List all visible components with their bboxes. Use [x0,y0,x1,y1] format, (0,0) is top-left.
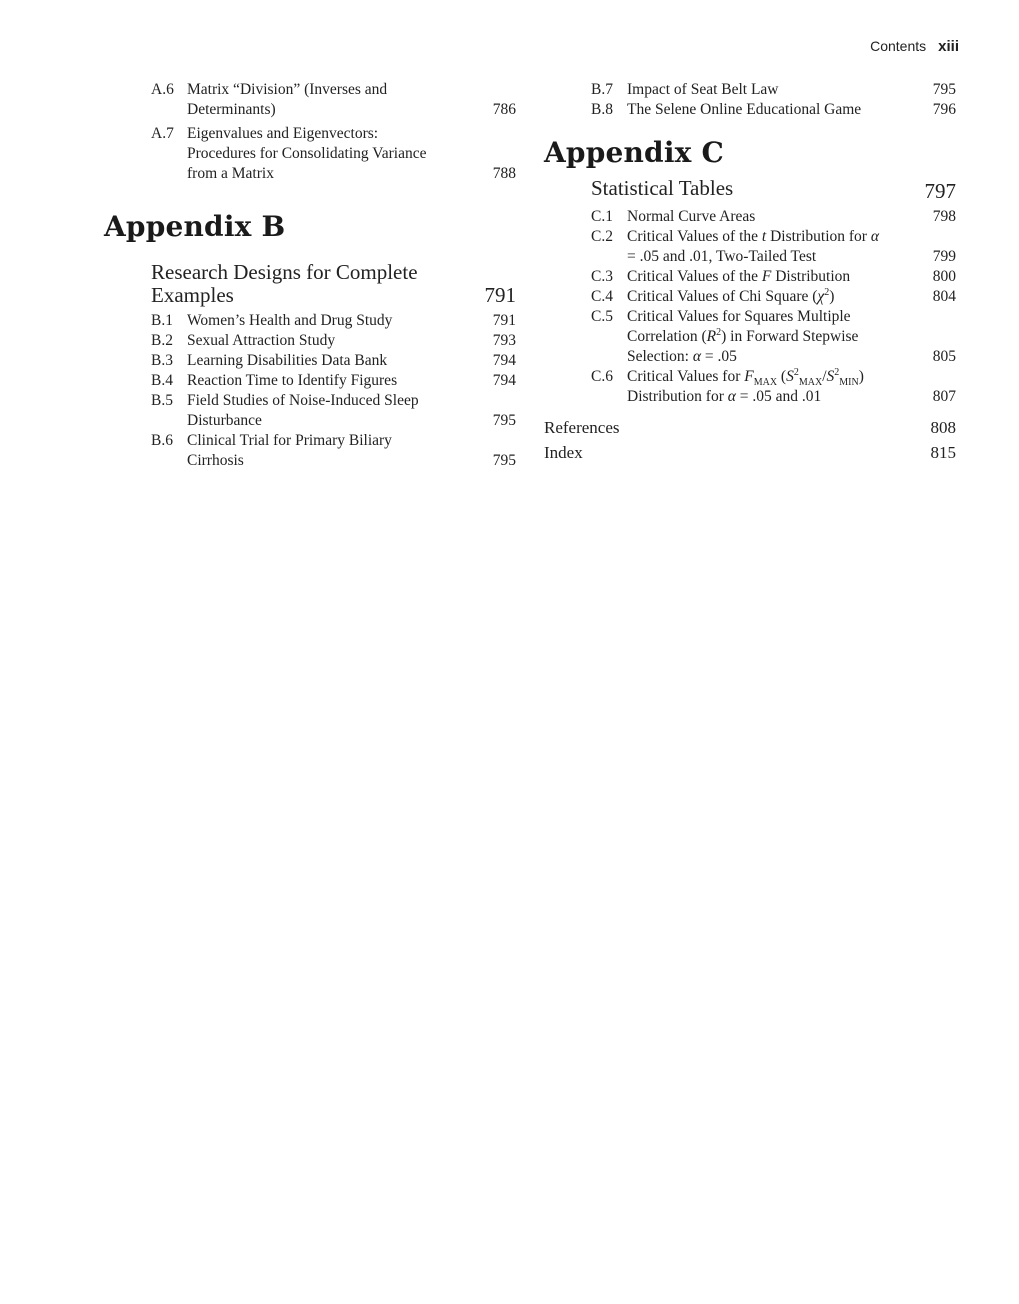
entry-page: 794 [492,372,516,389]
toc-chapter-appendix-b[interactable] [151,261,516,307]
entry-title: Eigenvalues and Eigenvectors: Procedures for Consolidating Variance from a Matrix [187,125,427,182]
toc-entry-b2[interactable] [151,331,516,351]
entry-number: B.2 [151,332,173,349]
appendix-b-heading: Appendix B [104,210,286,243]
entry-page: 800 [932,268,956,285]
toc-entry-a6[interactable] [151,80,516,120]
toc-entry-c1[interactable] [591,207,956,227]
entry-page: 805 [932,348,956,365]
toc-entry-c2[interactable] [591,227,956,267]
entry-title: Critical Values for $F_{MAX}$ $(S^2_{MAX}/S^2_{MIN})$ Distribution for α = .05 and .01 [627,366,864,405]
toc-entry-c4[interactable] [591,287,956,307]
entry-number: A.6 [151,81,174,98]
entry-page: 794 [492,352,516,369]
entry-page: 804 [932,288,956,305]
entry-page: 808 [930,418,956,437]
entry-number: B.7 [591,81,613,98]
entry-number: C.2 [591,228,613,245]
entry-title: References [544,418,620,437]
entry-number: C.6 [591,368,613,385]
toc-chapter-appendix-c[interactable] [591,177,956,203]
entry-number: C.4 [591,288,613,305]
entry-title: Clinical Trial for Primary Biliary Cirrhosis [187,432,392,469]
toc-entry-index[interactable] [544,440,956,465]
chapter-title: Research Designs for Complete Examples [151,260,418,307]
toc-entry-references[interactable] [544,415,956,440]
entry-page: 807 [932,388,956,405]
entry-title: Sexual Attraction Study [187,332,336,349]
toc-entry-a7[interactable] [151,124,516,184]
toc-entry-b1[interactable] [151,311,516,331]
page-folio: xiii [938,38,959,55]
entry-title: Index [544,443,583,462]
entry-title: Reaction Time to Identify Figures [187,372,398,389]
entry-title: Impact of Seat Belt Law [627,81,779,98]
entry-number: B.1 [151,312,173,329]
running-head [870,38,959,55]
running-head-label: Contents [870,38,927,54]
toc-entry-c6[interactable] [591,367,956,407]
entry-number: C.5 [591,308,613,325]
entry-title: Critical Values of the F Distribution [627,268,851,285]
entry-title: Critical Values of Chi Square $(\chi^2)$ [627,286,835,305]
toc-entry-b4[interactable] [151,371,516,391]
entry-page: 796 [932,101,956,118]
toc-entry-b6[interactable] [151,431,516,471]
entry-number: B.3 [151,352,173,369]
entry-title: Women’s Health and Drug Study [187,312,393,329]
chapter-page: 797 [924,179,956,203]
entry-title: Field Studies of Noise-Induced Sleep Disturbance [187,392,419,429]
entry-page: 786 [492,101,516,118]
appendix-c-heading: Appendix C [544,136,724,169]
entry-page: 795 [932,81,956,98]
entry-page: 791 [492,312,516,329]
entry-page: 795 [492,452,516,469]
entry-title: Learning Disabilities Data Bank [187,352,388,369]
entry-title: Critical Values of the t Distribution for α = .05 and .01, Two-Tailed Test [627,228,879,265]
entry-page: 793 [492,332,516,349]
entry-number: C.1 [591,208,613,225]
toc-entry-b3[interactable] [151,351,516,371]
entry-page: 799 [932,248,956,265]
entry-title: Matrix “Division” (Inverses and Determinants) [187,81,388,118]
toc-entry-b5[interactable] [151,391,516,431]
toc-entry-b8[interactable] [591,100,956,120]
toc-entry-c3[interactable] [591,267,956,287]
entry-number: B.4 [151,372,173,389]
toc-entry-c5[interactable] [591,307,956,367]
entry-number: B.8 [591,101,613,118]
entry-page: 798 [932,208,956,225]
entry-page: 788 [492,165,516,182]
entry-page: 815 [930,443,956,462]
entry-title: Critical Values for Squares Multiple Correlation $(R^2)$ in Forward Stepwise Selection: α = .05 [627,308,859,365]
entry-number: C.3 [591,268,613,285]
chapter-title: Statistical Tables [591,176,734,200]
entry-title: Normal Curve Areas [627,208,756,225]
chapter-page: 791 [484,283,516,307]
toc-entry-b7[interactable] [591,80,956,100]
toc-right-column [544,80,956,465]
entry-page: 795 [492,412,516,429]
entry-number: B.6 [151,432,173,449]
entry-number: B.5 [151,392,173,409]
entry-number: A.7 [151,125,174,142]
entry-title: The Selene Online Educational Game [627,101,862,118]
toc-left-column [104,80,516,471]
